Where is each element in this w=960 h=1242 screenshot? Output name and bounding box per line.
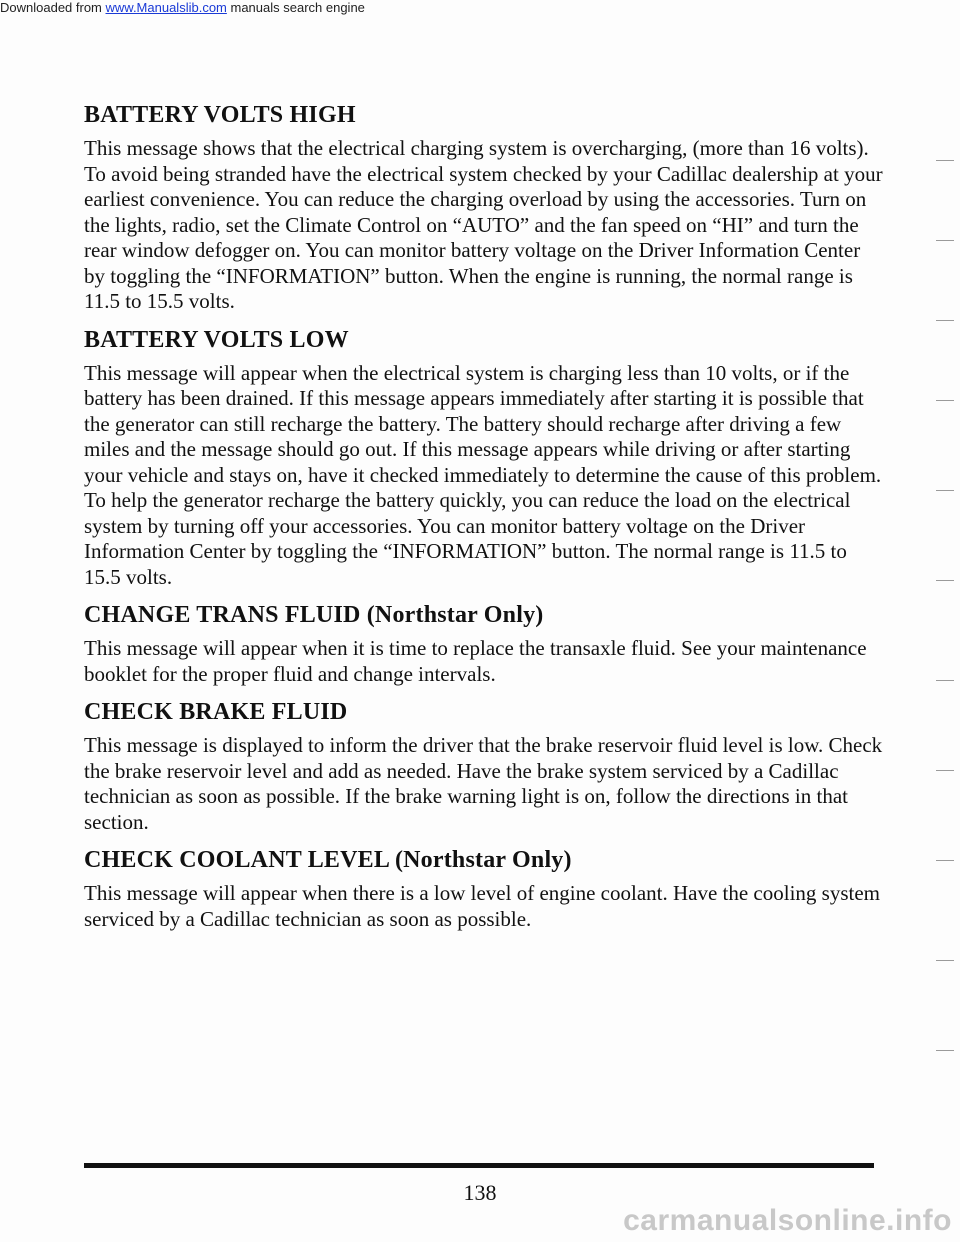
page-number: 138	[463, 1180, 497, 1205]
section-heading: BATTERY VOLTS HIGH	[84, 102, 356, 128]
section-change-trans-fluid	[84, 600, 884, 687]
download-banner	[0, 0, 365, 16]
scan-edge-mark	[936, 320, 954, 321]
section-check-coolant-level	[84, 845, 884, 932]
page-content	[84, 100, 884, 942]
scan-edge-mark	[936, 1050, 954, 1051]
scan-edge-mark	[936, 860, 954, 861]
section-body: This message will appear when the electrical system is charging less than 10 volts, or if the battery has been drained. If this message appears immediately after starting it is possible that the generator can still recharge the battery. The battery should recharge after driving a few miles and the message should go out. If this message appears while driving or after starting your vehicle and stays on, have it checked immediately to determine the cause of this problem. To help the generator recharge the battery quickly, you can reduce the load on the electrical system by turning off your accessories. You can monitor battery voltage on the Driver Information Center by toggling the “INFORMATION” button. The normal range is 11.5 to 15.5 volts.	[84, 360, 882, 589]
section-body: This message shows that the electrical charging system is overcharging, (more than 16 volts). To avoid being stranded have the electrical system checked by your Cadillac dealership at your earliest convenience. You can reduce the charging overload by using the accessories. Turn on the lights, radio, set the Climate Control on “AUTO” and the fan speed on “HI” and turn the rear window defogger on. You can monitor battery voltage on the Driver Information Center by toggling the “INFORMATION” button. When the engine is running, the normal range is 11.5 to 15.5 volts.	[84, 136, 883, 313]
scan-edge-mark	[936, 580, 954, 581]
scan-edge-mark	[936, 770, 954, 771]
site-watermark: carmanualsonline.info	[623, 1204, 952, 1237]
section-heading: CHECK BRAKE FLUID	[84, 699, 348, 725]
section-battery-volts-high	[84, 100, 884, 315]
manualslib-link[interactable]: www.Manualslib.com	[105, 0, 227, 15]
section-body: This message will appear when it is time to replace the transaxle fluid. See your maintenance booklet for the proper fluid and change intervals.	[84, 636, 867, 686]
scan-edge-mark	[936, 490, 954, 491]
banner-suffix: manuals search engine	[226, 0, 365, 15]
section-battery-volts-low	[84, 325, 884, 591]
scan-edge-mark	[936, 400, 954, 401]
section-heading: CHANGE TRANS FLUID (Northstar Only)	[84, 602, 544, 628]
banner-prefix: Downloaded from	[0, 0, 106, 15]
scan-edge-mark	[936, 160, 954, 161]
scan-edge-mark	[936, 240, 954, 241]
section-body: This message will appear when there is a low level of engine coolant. Have the cooling system serviced by a Cadillac technician as soon as possible.	[84, 881, 881, 931]
section-heading: BATTERY VOLTS LOW	[84, 326, 349, 353]
footer-rule	[84, 1163, 874, 1168]
section-heading: CHECK COOLANT LEVEL (Northstar Only)	[84, 847, 572, 873]
scan-edge-mark	[936, 680, 954, 681]
section-check-brake-fluid	[84, 697, 884, 835]
scan-edge-mark	[936, 960, 954, 961]
section-body: This message is displayed to inform the driver that the brake reservoir fluid level is low. Check the brake reservoir level and add as needed. Have the brake system serviced by a Cadillac technician as soon as possible. If the brake warning light is on, follow the directions in that section.	[84, 733, 883, 834]
